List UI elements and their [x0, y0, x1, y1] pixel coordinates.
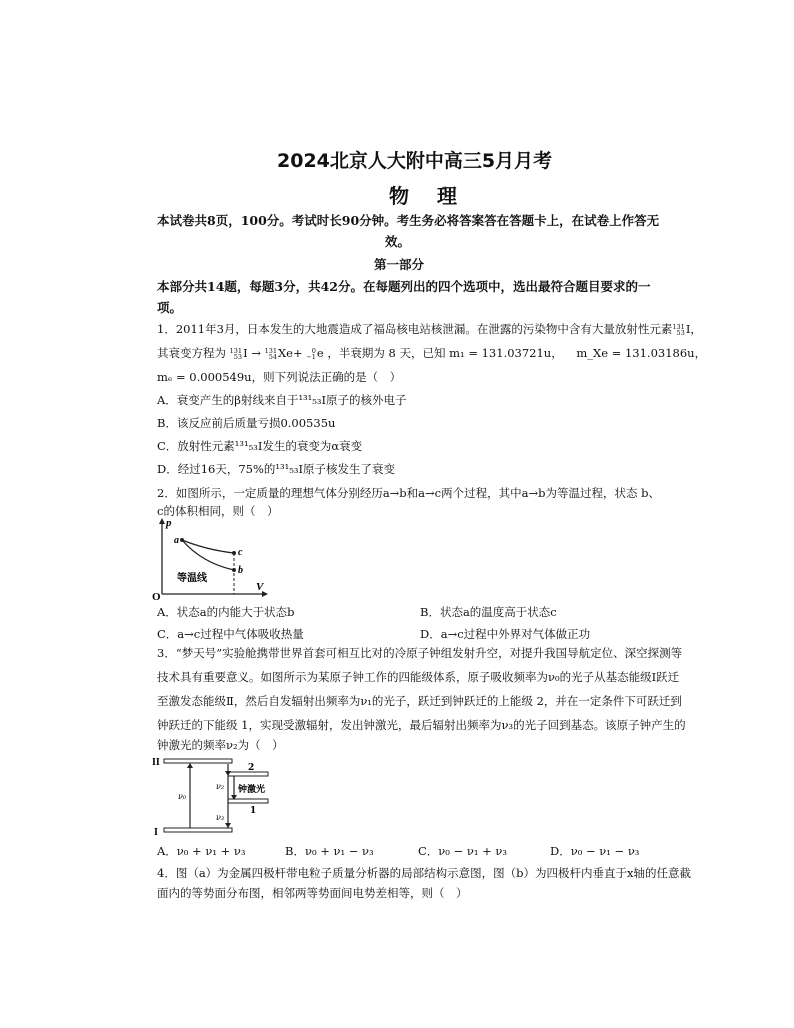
q2-stem: 2．如图所示，一定质量的理想气体分别经历a→b和a→c两个过程，其中a→b为等温过程，状态 b、: [157, 486, 660, 500]
q1-option-c[interactable]: C．放射性元素¹³¹₅₃I发生的衰变为α衰变: [157, 439, 363, 453]
label-v0: ν₀: [178, 792, 187, 801]
label-v: V: [256, 581, 264, 593]
label-II: II: [152, 757, 160, 768]
level-I: [164, 828, 232, 832]
q2-pv-diagram: [152, 518, 272, 600]
point-c: [232, 551, 236, 555]
label-c: c: [238, 547, 243, 558]
label-b: b: [238, 565, 243, 576]
point-b: [232, 568, 236, 572]
label-p: p: [166, 518, 172, 529]
q3-option-b[interactable]: B．ν₀ + ν₁ − ν₃: [285, 844, 374, 858]
q3-stem-5: 钟激光的频率ν₂为（ ）: [157, 738, 284, 752]
q4-stem: 4．图（a）为金属四极杆带电粒子质量分析器的局部结构示意图，图（b）为四极杆内垂直于x轴的任意截: [157, 866, 692, 880]
level-II: [164, 759, 232, 763]
exam-notice: 本试卷共8页，100分。考试时长90分钟。考生务必将答案答在答题卡上，在试卷上作答无: [157, 213, 660, 228]
page-title: 2024北京人大附中高三5月月考: [277, 150, 553, 172]
q4-stem-cont: 面内的等势面分布图，相邻两等势面间电势差相等，则（ ）: [157, 886, 468, 900]
q3-option-c[interactable]: C．ν₀ − ν₁ + ν₃: [418, 844, 507, 858]
a-to-c-curve: [182, 540, 234, 553]
q1-option-b[interactable]: B．该反应前后质量亏损0.00535u: [157, 416, 336, 430]
subject-title: 物理: [389, 184, 485, 208]
p-axis-arrow: [159, 518, 165, 524]
q1-stem: 1．2011年3月，日本发生的大地震造成了福岛核电站核泄漏。在泄露的污染物中含有大量放射性元素 131 53 I，: [157, 322, 702, 337]
part-description: 本部分共14题，每题3分，共42分。在每题列出的四个选项中，选出最符合题目要求的一: [157, 279, 651, 294]
label-v2: ν₂: [216, 782, 225, 791]
q1-option-d[interactable]: D．经过16天，75%的¹³¹₅₃I原子核发生了衰变: [157, 462, 396, 476]
q2-option-d[interactable]: D．a→c过程中外界对气体做正功: [420, 627, 591, 641]
q3-stem-3: 至激发态能级Ⅱ，然后自发辐射出频率为ν₁的光子，跃迁到钟跃迁的上能级 2，并在一定条件下可跃迁到: [157, 694, 682, 708]
part-title: 第一部分: [374, 257, 425, 272]
label-1: 1: [250, 806, 257, 816]
label-v3: ν₃: [216, 813, 225, 822]
q2-option-a[interactable]: A．状态a的内能大于状态b: [157, 605, 295, 619]
label-clock-laser: 钟激光: [238, 785, 266, 795]
q1-stem-cont: mₑ = 0.000549u，则下列说法正确的是（ ）: [157, 370, 402, 384]
q3-stem-2: 技术具有重要意义。如图所示为某原子钟工作的四能级体系，原子吸收频率为ν₀的光子从基态能级Ⅰ跃迁: [157, 670, 680, 684]
q3-stem-4: 钟跃迁的下能级 1，实现受激辐射，发出钟激光，最后辐射出频率为ν₃的光子回到基态。该原子钟产生的: [157, 718, 686, 732]
part-description-cont: 项。: [157, 300, 183, 315]
label-I: I: [154, 827, 158, 838]
point-a: [180, 538, 184, 542]
q3-option-d[interactable]: D．ν₀ − ν₁ − ν₃: [550, 844, 640, 858]
isotherm-curve: [182, 540, 234, 570]
label-o: O: [152, 591, 161, 600]
q2-stem-cont: c的体积相同，则（ ）: [157, 504, 279, 518]
exam-notice-cont: 效。: [385, 234, 411, 249]
label-isotherm: 等温线: [177, 573, 207, 584]
label-2: 2: [248, 763, 255, 773]
q3-stem: 3．“梦天号”实验舱携带世界首套可相互比对的冷原子钟组发射升空，对提升我国导航定位、深空探测等: [157, 646, 683, 660]
q3-energy-level-diagram: [152, 755, 272, 839]
q1-option-a[interactable]: A．衰变产生的β射线来自于¹³¹₅₃I原子的核外电子: [157, 393, 407, 407]
q2-option-c[interactable]: C．a→c过程中气体吸收热量: [157, 627, 304, 641]
q3-option-a[interactable]: A．ν₀ + ν₁ + ν₃: [157, 844, 246, 858]
q2-option-b[interactable]: B．状态a的温度高于状态c: [420, 605, 557, 619]
q1-equation: 其衰变方程为 131 53 I → 131 54 Xe+ 0 −1 e ，半衰期为 8 天，已知 m₁ = 131.03721u， m_Xe = 131.03186u，: [157, 346, 707, 361]
label-a: a: [174, 535, 179, 546]
